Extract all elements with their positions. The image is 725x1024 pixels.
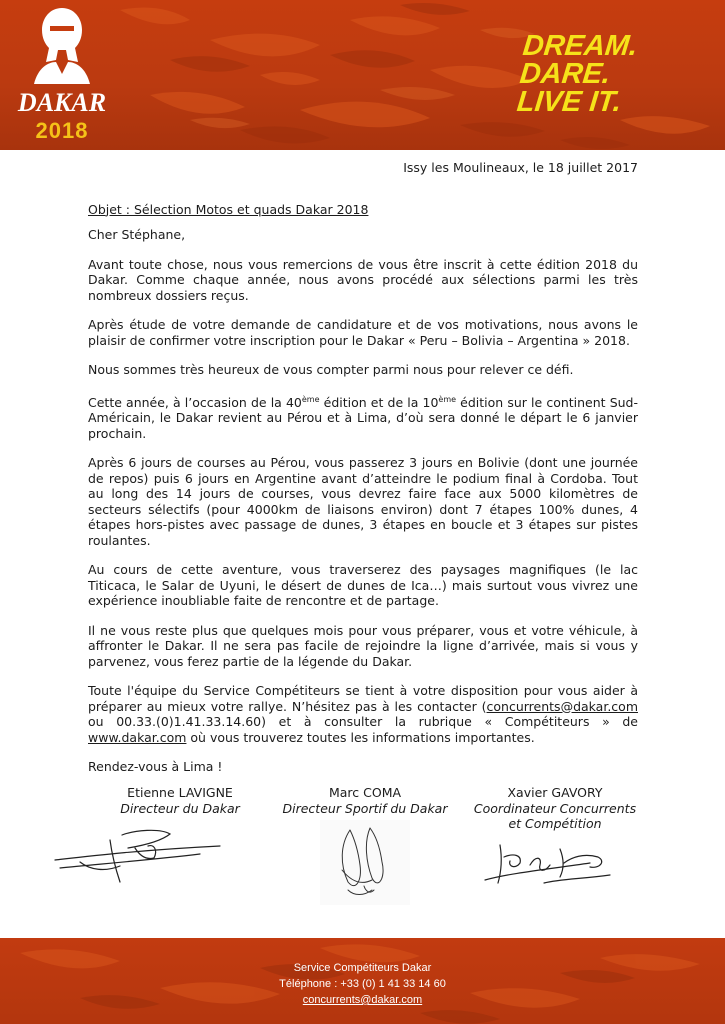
footer-service: Service Compétiteurs Dakar (293, 962, 432, 974)
paragraph-5: Après 6 jours de courses au Pérou, vous passerez 3 jours en Bolivie (dont une journée de repos) puis 6 jours en Argentine avant d’atteindre le podium final à Cordoba. Tout au long des 14 jours de courses, vous devrez faire face aux 5000 kilomètres de secteurs sélectifs (pour 4000km de liaisons environ) dont 7 étapes 100% dunes, 4 étapes hors-pistes avec passage de dunes, 3 étapes en boucle et 3 étapes sur pistes roulantes. (88, 455, 638, 548)
salutation: Cher Stéphane, (88, 227, 186, 242)
footer-email-link[interactable]: concurrents@dakar.com (302, 994, 423, 1006)
footer-banner (0, 938, 725, 1024)
signatory-3 (460, 785, 650, 832)
paragraph-4-part-b: édition et de la 10 (319, 394, 439, 410)
signature-gavory (480, 835, 620, 895)
superscript-1: ème (301, 394, 320, 404)
signatory-2-title: Directeur Sportif du Dakar (282, 800, 448, 816)
logo-wordmark: DAKAR (17, 88, 107, 117)
signature-coma (320, 820, 410, 905)
signatory-3-name: Xavier GAVORY (507, 785, 603, 800)
superscript-2: ème (438, 394, 457, 404)
logo-year: 2018 (35, 118, 89, 143)
header-banner (0, 0, 725, 150)
signatory-2-name: Marc COMA (328, 785, 402, 800)
letter-object: Objet : Sélection Motos et quads Dakar 2018 (88, 201, 369, 217)
tuareg-head-icon (12, 4, 112, 94)
paragraph-6: Au cours de cette aventure, vous traverserez des paysages magnifiques (le lac Titicaca, le Salar de Uyuni, le désert de dunes de Ica…) mais surtout vous vivrez une expérience inoubliable faite de rencontre et de partage. (88, 562, 638, 609)
paragraph-1: Avant toute chose, nous vous remercions de vous être inscrit à cette édition 2018 du Dakar. Comme chaque année, nous avons procédé aux sélections parmi les très nombreux dossiers reçus. (88, 256, 638, 303)
signatory-1 (105, 785, 255, 816)
signatory-3-title-line-2: et Compétition (508, 816, 602, 831)
signatory-1-name: Etienne LAVIGNE (127, 785, 233, 800)
slogan (516, 32, 639, 116)
dakar-logo (12, 4, 112, 146)
email-link[interactable]: concurrents@dakar.com (486, 698, 638, 714)
paragraph-7: Il ne vous reste plus que quelques mois pour vous préparer, vous et votre véhicule, à affronter le Dakar. Il ne sera pas facile de rejoindre la ligne d’arrivée, mais si vous y parvenez, vous ferez partie de la légende du Dakar. (88, 622, 638, 669)
paragraph-4-part-a: Cette année, à l’occasion de la 40 (88, 394, 302, 410)
paragraph-8-part-b: ou 00.33.(0)1.41.33.14.60) et à consulter la rubrique « Compétiteurs » de (88, 714, 638, 730)
closing-line: Rendez-vous à Lima ! (88, 759, 223, 775)
signatory-3-title-line-1: Coordinateur Concurrents (473, 800, 637, 816)
letter-date: Issy les Moulineaux, le 18 juillet 2017 (403, 160, 638, 175)
website-link[interactable]: www.dakar.com (88, 729, 187, 745)
slogan-line-3: LIVE IT. (515, 86, 623, 118)
signatory-2 (275, 785, 455, 816)
paragraph-4-part-c: édition sur le continent Sud-Américain, le Dakar revient au Pérou et à Lima, d’où sera donné le départ le 6 janvier prochain. (88, 394, 638, 441)
footer-phone: Téléphone : +33 (0) 1 41 33 14 60 (279, 978, 446, 990)
signature-lavigne (50, 820, 230, 890)
paragraph-4 (88, 392, 638, 442)
paragraph-2: Après étude de votre demande de candidature et de vos motivations, nous avons le plaisir de confirmer votre inscription pour le Dakar « Peru – Bolivia – Argentina » 2018. (88, 317, 638, 348)
footer-contact (0, 960, 725, 1008)
paragraph-8 (88, 683, 638, 745)
paragraph-8-part-c: où vous trouverez toutes les informations importantes. (186, 729, 535, 745)
slogan-line-1: DREAM. (521, 30, 640, 62)
slogan-line-2: DARE. (518, 58, 612, 90)
paragraph-8-part-a: Toute l'équipe du Service Compétiteurs se tient à votre disposition pour vous aider à préparer au mieux votre rallye. N’hésitez pas à les contacter ( (88, 683, 638, 714)
letter-body (88, 158, 638, 775)
signatory-1-title: Directeur du Dakar (120, 800, 240, 816)
paragraph-3: Nous sommes très heureux de vous compter parmi nous pour relever ce défi. (88, 362, 574, 377)
